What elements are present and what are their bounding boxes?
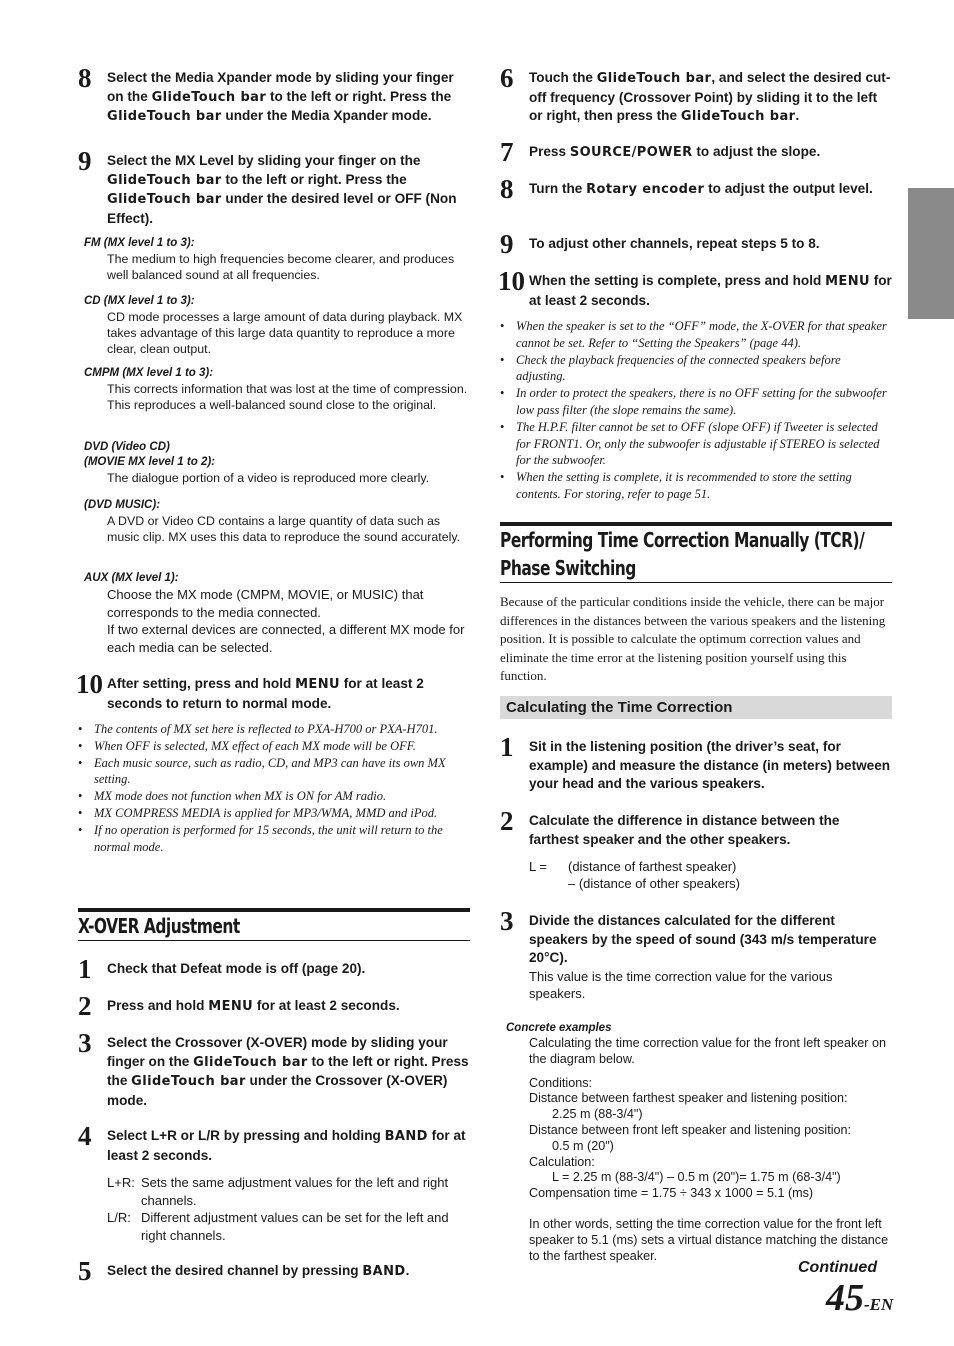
step-number: 1 bbox=[78, 954, 92, 984]
glidetouch-bar-label: GlideTouch bar bbox=[596, 71, 712, 86]
step-number: 1 bbox=[500, 732, 514, 762]
step-text: Select the desired channel by pressing bbox=[107, 1263, 363, 1278]
lr-definition bbox=[107, 1174, 470, 1209]
step-text: Turn the bbox=[529, 181, 587, 196]
lr-key: L+R: bbox=[107, 1175, 135, 1190]
step-number: 3 bbox=[500, 906, 514, 936]
step-text: Select the Crossover (X-OVER) mode by sliding your finger on the bbox=[107, 1035, 448, 1069]
step-text: Select the Media Xpander mode by sliding your finger on the bbox=[107, 70, 454, 104]
xover-step-1 bbox=[78, 954, 470, 984]
mx-aux-text-2: If two external devices are connected, a different MX mode for each media can be selected. bbox=[107, 622, 465, 655]
note-item: • MX mode does not function when MX is ON for AM radio. bbox=[78, 788, 468, 805]
example-line: 2.25 m (88-3/4") bbox=[552, 1107, 643, 1122]
mx-dvd-block bbox=[84, 440, 470, 486]
xover-step-2 bbox=[78, 991, 470, 1021]
step-text: under the Media Xpander mode. bbox=[221, 108, 432, 123]
examples-body bbox=[529, 1036, 892, 1264]
l-r-value: Different adjustment values can be set for the left and right channels. bbox=[141, 1210, 449, 1243]
band-label: BAND bbox=[362, 1264, 406, 1279]
note-item: • The contents of MX set here is reflected to PXA-H700 or PXA-H701. bbox=[78, 721, 468, 738]
step-text: to the left or right. Press the bbox=[266, 88, 452, 104]
step-text: Divide the distances calculated for the different speakers by the speed of sound (343 m/s temperature 20°C). bbox=[529, 913, 877, 965]
example-line: Distance between front left speaker and listening position: bbox=[529, 1122, 852, 1137]
note-item: • In order to protect the speakers, there is no OFF setting for the subwoofer low pass filter (the slope remains the same). bbox=[500, 385, 892, 419]
tcr-title-line-2: Phase Switching bbox=[500, 556, 636, 580]
formula-line-2: – (distance of other speakers) bbox=[568, 876, 740, 891]
step-text: Sit in the listening position (the driver’s seat, for example) and measure the distance (in meters) between your head and the various speakers. bbox=[529, 739, 891, 791]
step-number: 2 bbox=[500, 806, 514, 836]
mx-fm-heading: FM (MX level 1 to 3): bbox=[84, 237, 195, 249]
step-number: 2 bbox=[78, 991, 92, 1021]
step-text: for at least 2 seconds to return to normal mode. bbox=[107, 676, 424, 711]
step-text: Check that Defeat mode is off (page 20). bbox=[107, 961, 366, 976]
step-8-left bbox=[78, 63, 470, 127]
step-text: When the setting is complete, press and hold bbox=[529, 273, 826, 288]
step-text: To adjust other channels, repeat steps 5 to 8. bbox=[529, 236, 820, 251]
step-number: 7 bbox=[500, 137, 514, 167]
step-text: under the Crossover (X-OVER) mode. bbox=[107, 1073, 448, 1108]
mx-fm-block bbox=[84, 236, 470, 283]
band-label: BAND bbox=[384, 1129, 428, 1144]
step-10-left bbox=[76, 669, 470, 713]
example-line: Compensation time = 1.75 ÷ 343 x 1000 = 5.1 (ms) bbox=[529, 1186, 814, 1201]
xover-step-4 bbox=[78, 1121, 470, 1244]
step-text: to adjust the output level. bbox=[704, 181, 873, 196]
step-number: 9 bbox=[78, 146, 92, 176]
mx-dvd-music-heading: (DVD MUSIC): bbox=[84, 499, 161, 511]
example-line: 0.5 m (20") bbox=[552, 1138, 614, 1153]
menu-label: MENU bbox=[208, 999, 254, 1014]
step-9-left bbox=[78, 146, 470, 228]
step-7-right bbox=[500, 137, 892, 167]
concrete-examples bbox=[506, 1021, 892, 1264]
example-line: Calculating the time correction value for the front left speaker on the diagram below. bbox=[529, 1036, 887, 1066]
page-number-value: 45 bbox=[826, 1277, 864, 1319]
step-text: for at least 2 seconds. bbox=[253, 998, 400, 1013]
step-text: to the left or right. Press the bbox=[107, 1053, 469, 1088]
calc-step-1 bbox=[500, 732, 892, 794]
note-item: • When OFF is selected, MX effect of each MX mode will be OFF. bbox=[78, 738, 468, 755]
page-suffix: -EN bbox=[864, 1295, 894, 1314]
step-text: , and select the desired cut-off frequency (Crossover Point) by sliding it to the left or right, then press the bbox=[529, 70, 891, 123]
examples-heading: Concrete examples bbox=[506, 1022, 612, 1034]
note-item: • Check the playback frequencies of the connected speakers before adjusting. bbox=[500, 352, 892, 386]
mx-cmpm-text: This corrects information that was lost at the time of compression. This reproduces a well-balanced sound close to the original. bbox=[107, 382, 468, 413]
step-text: under the desired level or OFF (Non Effect). bbox=[107, 191, 457, 226]
example-line: Calculation: bbox=[529, 1154, 595, 1169]
lr-value: Sets the same adjustment values for the left and right channels. bbox=[141, 1175, 449, 1208]
page-number bbox=[826, 1278, 893, 1325]
note-item: • When the setting is complete, it is recommended to store the setting contents. For storing, refer to page 51. bbox=[500, 469, 892, 503]
mx-dvd-text: The dialogue portion of a video is reproduced more clearly. bbox=[107, 471, 430, 485]
menu-label: MENU bbox=[825, 274, 870, 289]
rotary-encoder-label: Rotary encoder bbox=[586, 182, 705, 197]
note-item: • If no operation is performed for 15 seconds, the unit will return to the normal mode. bbox=[78, 822, 468, 856]
note-item: • Each music source, such as radio, CD, and MP3 can have its own MX setting. bbox=[78, 755, 468, 789]
side-tab-marker bbox=[908, 188, 954, 319]
mx-cmpm-block bbox=[84, 366, 470, 413]
xover-step-3 bbox=[78, 1028, 470, 1110]
mx-cmpm-heading: CMPM (MX level 1 to 3): bbox=[84, 367, 214, 379]
l-r-key: L/R: bbox=[107, 1210, 131, 1225]
step-number: 10 bbox=[76, 669, 103, 699]
step-text: for at least 2 seconds. bbox=[107, 1128, 466, 1163]
example-line: In other words, setting the time correction value for the front left speaker to 5.1 (ms) sets a virtual distance matching the distance to the farthest speaker. bbox=[529, 1216, 889, 1263]
xover-title: X-OVER Adjustment bbox=[78, 914, 240, 938]
example-line: Distance between farthest speaker and listening position: bbox=[529, 1091, 848, 1106]
mx-dvd-music-block bbox=[84, 498, 470, 545]
calc-subheader bbox=[500, 696, 892, 719]
step-number: 5 bbox=[78, 1256, 92, 1286]
calc-step-2 bbox=[500, 806, 892, 892]
mx-dvd-heading: DVD (Video CD) bbox=[84, 441, 170, 453]
mx-aux-block bbox=[84, 571, 470, 656]
glidetouch-bar-label: GlideTouch bar bbox=[193, 1054, 308, 1070]
step-text: Press and hold bbox=[107, 998, 209, 1013]
note-item: • When the speaker is set to the “OFF” mode, the X-OVER for that speaker cannot be set. Refer to “Setting the Speakers” (page 44). bbox=[500, 318, 892, 352]
step-text: Touch the bbox=[529, 70, 597, 85]
glidetouch-bar-label: GlideTouch bar bbox=[107, 109, 222, 124]
source-power-label: SOURCE/POWER bbox=[569, 145, 693, 160]
tcr-intro: Because of the particular conditions inside the vehicle, there can be major differences in the distances between the various speakers and the listening position. It is possible to calculate the optimum correction values and eliminate the time error at the listening position yourself using this function. bbox=[500, 594, 886, 684]
tcr-title-line-1: Performing Time Correction Manually (TCR)/ bbox=[500, 528, 865, 552]
calc-title: Calculating the Time Correction bbox=[506, 699, 733, 716]
step-10-right bbox=[498, 266, 892, 310]
step-number: 9 bbox=[500, 229, 514, 259]
formula-line-1: (distance of farthest speaker) bbox=[568, 859, 737, 874]
step-text: . bbox=[405, 1263, 410, 1278]
example-line: L = 2.25 m (88-3/4") – 0.5 m (20")= 1.75 m (68-3/4") bbox=[552, 1170, 841, 1185]
step-text: to the left or right. Press the bbox=[221, 171, 407, 187]
step-3-note: This value is the time correction value for the various speakers. bbox=[529, 968, 833, 1001]
step-text: Select the MX Level by sliding your finger on the bbox=[107, 153, 421, 168]
step-number: 3 bbox=[78, 1028, 92, 1058]
step-text: for at least 2 seconds. bbox=[529, 273, 892, 308]
formula-key: L = bbox=[529, 859, 547, 874]
step-text: Calculate the difference in distance between the farthest speaker and the other speakers. bbox=[529, 813, 840, 847]
tcr-section-header bbox=[500, 522, 892, 583]
step-number: 8 bbox=[500, 174, 514, 204]
mx-cd-block bbox=[84, 294, 470, 358]
xover-step-5 bbox=[78, 1256, 470, 1286]
calc-step-3 bbox=[500, 906, 892, 1002]
formula bbox=[529, 858, 892, 892]
step-number: 6 bbox=[500, 63, 514, 93]
step-text: Select L+R or L/R by pressing and holding bbox=[107, 1128, 385, 1143]
step-number: 8 bbox=[78, 63, 92, 93]
xover-notes bbox=[500, 318, 892, 503]
mx-notes bbox=[78, 721, 468, 855]
step-6-right bbox=[500, 63, 892, 127]
mx-aux-heading: AUX (MX level 1): bbox=[84, 572, 179, 584]
step-text: to adjust the slope. bbox=[692, 144, 821, 159]
mx-dvd-music-text: A DVD or Video CD contains a large quantity of data such as music clip. MX uses this data to reproduce the sound accurately. bbox=[107, 514, 461, 545]
continued-label: Continued bbox=[798, 1259, 878, 1276]
glidetouch-bar-label: GlideTouch bar bbox=[680, 109, 796, 124]
menu-label: MENU bbox=[295, 677, 340, 692]
step-number: 4 bbox=[78, 1121, 92, 1151]
glidetouch-bar-label: GlideTouch bar bbox=[151, 89, 267, 105]
mx-cd-text: CD mode processes a large amount of data during playback. MX takes advantage of this large data quantity to reproduce a more clear, clean output. bbox=[107, 310, 463, 357]
step-9-right bbox=[500, 229, 892, 259]
glidetouch-bar-label: GlideTouch bar bbox=[107, 192, 222, 207]
step-text: Press bbox=[529, 144, 570, 159]
l-r-definition bbox=[107, 1209, 470, 1244]
note-item: • MX COMPRESS MEDIA is applied for MP3/WMA, MMD and iPod. bbox=[78, 805, 468, 822]
xover-section-header bbox=[78, 908, 470, 941]
mx-cd-heading: CD (MX level 1 to 3): bbox=[84, 295, 195, 307]
mx-fm-text: The medium to high frequencies become clearer, and produces well balanced sound at all frequencies. bbox=[107, 252, 455, 283]
mx-dvd-subheading: (MOVIE MX level 1 to 2): bbox=[84, 456, 215, 468]
glidetouch-bar-label: GlideTouch bar bbox=[131, 1074, 246, 1089]
step-8-right bbox=[500, 174, 892, 204]
note-item: • The H.P.F. filter cannot be set to OFF (slope OFF) if Tweeter is selected for FRONT1. Or, only the subwoofer is adjustable if STEREO is selected for the subwoofer. bbox=[500, 419, 892, 469]
glidetouch-bar-label: GlideTouch bar bbox=[107, 172, 222, 188]
step-number: 10 bbox=[498, 266, 525, 296]
step-text: After setting, press and hold bbox=[107, 676, 296, 691]
mx-aux-text: Choose the MX mode (CMPM, MOVIE, or MUSIC) that corresponds to the media connected. bbox=[107, 587, 424, 620]
step-text: . bbox=[795, 108, 800, 123]
example-line: Conditions: bbox=[529, 1075, 593, 1090]
